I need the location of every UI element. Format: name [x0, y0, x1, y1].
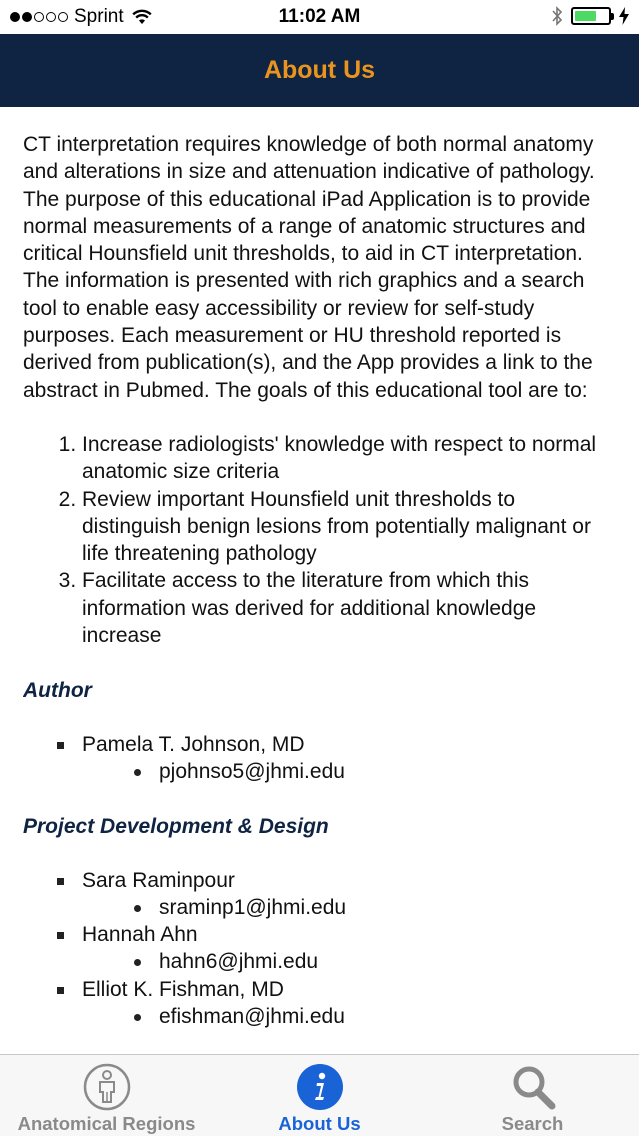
tab-label: Search [501, 1113, 564, 1134]
team-member-name: Sara Raminpour [23, 867, 619, 894]
team-member-name: Elliot K. Fishman, MD [23, 976, 619, 1003]
goals-list [23, 431, 619, 649]
page-title: About Us [263, 56, 376, 84]
bluetooth-icon [551, 6, 563, 26]
team-heading: Project Development & Design [23, 815, 329, 839]
battery-level [575, 11, 596, 21]
tab-anatomical-regions[interactable] [0, 1055, 213, 1137]
tab-search[interactable] [426, 1055, 639, 1137]
author-list [23, 731, 619, 786]
battery-icon [571, 7, 611, 25]
team-member-email-link[interactable]: efishman@jhmi.edu [23, 1003, 619, 1030]
author-email-link[interactable]: pjohnso5@jhmi.edu [23, 758, 619, 785]
charging-bolt-icon [619, 7, 629, 25]
carrier-name: Sprint [74, 6, 124, 27]
author-name: Pamela T. Johnson, MD [23, 731, 619, 758]
tab-bar [0, 1054, 639, 1136]
about-content[interactable] [23, 107, 619, 1054]
info-icon [295, 1062, 345, 1112]
team-list [23, 867, 619, 1031]
goal-item: 2. Review important Hounsfield unit thresholds to distinguish benign lesions from potentially malignant or life threatening pathology [82, 486, 619, 568]
team-member-name: Hannah Ahn [23, 921, 619, 948]
goal-item: 1. Increase radiologists' knowledge with respect to normal anatomic size criteria [82, 431, 619, 486]
status-right [551, 6, 629, 26]
status-time: 11:02 AM [278, 6, 361, 27]
navigation-bar [0, 34, 639, 107]
status-bar [0, 0, 639, 34]
tab-label: About Us [278, 1113, 361, 1134]
team-member-email-link[interactable]: hahn6@jhmi.edu [23, 948, 619, 975]
body-figure-icon [82, 1062, 132, 1112]
tab-about-us[interactable] [213, 1055, 426, 1137]
goal-item: 3. Facilitate access to the literature from which this information was derived for additional knowledge increase [82, 567, 619, 649]
magnifier-icon [508, 1062, 558, 1112]
tab-label: Anatomical Regions [17, 1113, 196, 1134]
author-heading: Author [23, 679, 92, 703]
team-member-email-link[interactable]: sraminp1@jhmi.edu [23, 894, 619, 921]
intro-paragraph: CT interpretation requires knowledge of both normal anatomy and alterations in size and attenuation indicative of pathology. The purpose of this educational iPad Application is to provide normal measurements of a range of anatomic structures and critical Hounsfield unit thresholds, to aid in CT interpretation. The information is presented with rich graphics and a search tool to enable easy accessibility or review for self-study purposes. Each measurement or HU threshold reported is derived from publication(s), and the App provides a link to the abstract in Pubmed. The goals of this educational tool are to: [23, 133, 595, 402]
